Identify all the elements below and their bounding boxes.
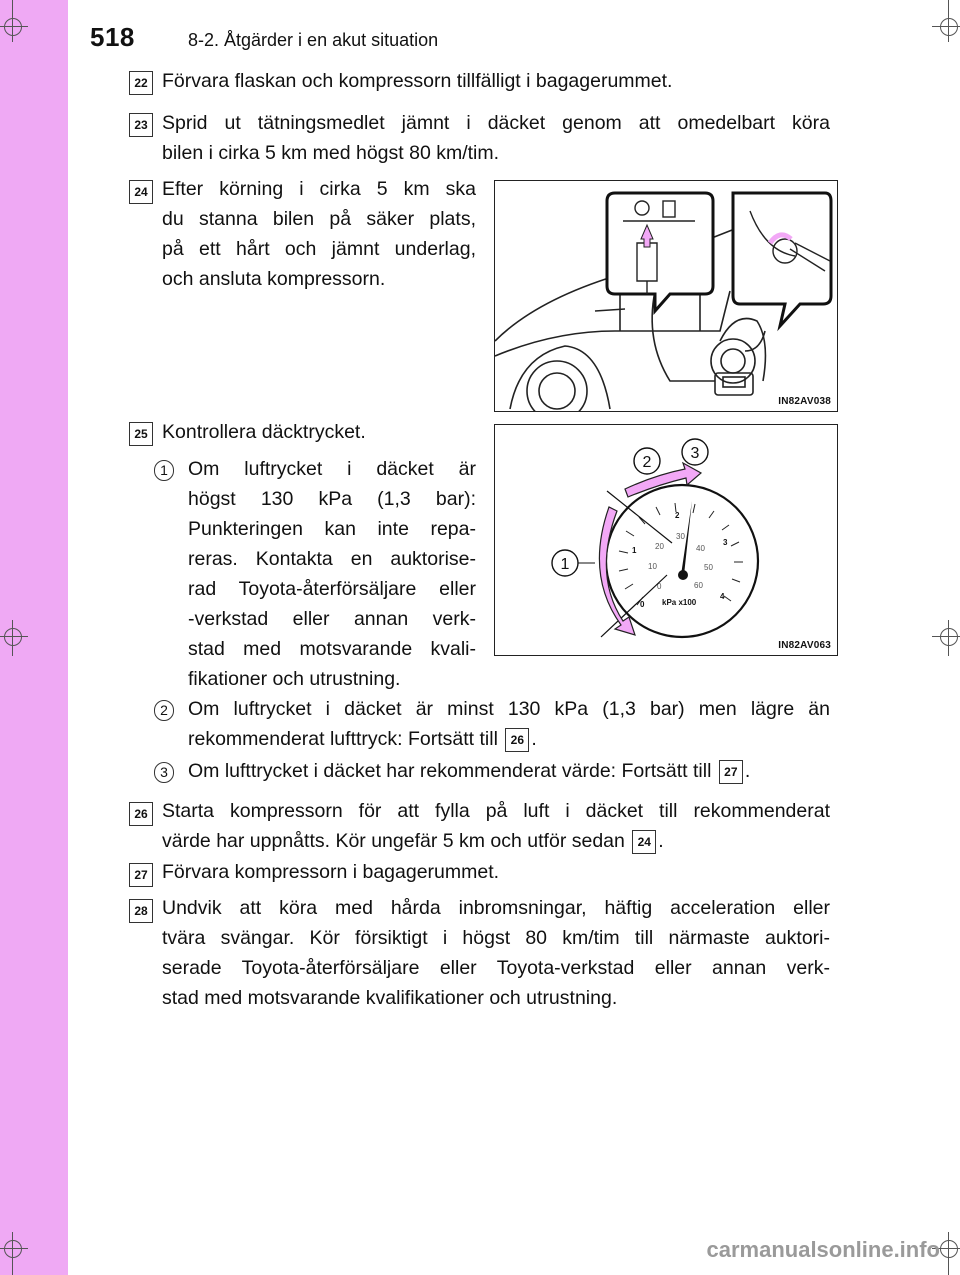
sub2-line-2-end: . xyxy=(531,728,537,750)
sub3-line-1 xyxy=(188,756,848,786)
sub1-line-3: Punkteringen kan inte repa- xyxy=(188,518,476,540)
step-ref-26: 26 xyxy=(505,728,529,752)
step-number-25: 25 xyxy=(129,422,153,446)
pressure-gauge-drawing xyxy=(495,425,837,655)
step-24-line-2: du stanna bilen på säker plats, xyxy=(162,208,476,230)
step-22-line: Förvara flaskan och kompressorn tillfälligt i bagagerummet. xyxy=(162,70,673,92)
sub-item-mark-1: 1 xyxy=(154,460,174,481)
callout-label-2: 2 xyxy=(642,454,652,471)
step-28-line-3: serade Toyota-återförsäljare eller Toyota-verkstad eller annan verk- xyxy=(162,957,830,979)
section-title: 8-2. Åtgärder i en akut situation xyxy=(188,30,439,50)
gauge-unit-label: kPa x100 xyxy=(662,598,697,607)
step-27-text xyxy=(162,857,830,887)
gauge-outer-tick-0: 0 xyxy=(640,600,645,609)
gauge-outer-tick-1: 1 xyxy=(632,546,637,555)
sub1-line-1: Om luftrycket i däcket är xyxy=(188,458,476,480)
step-24-text xyxy=(162,174,476,294)
step-26-line-2 xyxy=(162,826,830,856)
step-26-text xyxy=(162,796,830,856)
page-number: 518 xyxy=(90,22,135,52)
sub1-line-6: -verkstad eller annan verk- xyxy=(188,608,476,630)
step-number-28: 28 xyxy=(129,899,153,923)
gauge-outer-tick-4: 4 xyxy=(720,592,725,601)
sub-item-2-text xyxy=(188,694,830,754)
car-compressor-illustration xyxy=(494,180,838,412)
step-28-line-1: Undvik att köra med hårda inbromsningar, häftig acceleration eller xyxy=(162,897,830,919)
step-23-line-2: bilen i cirka 5 km med högst 80 km/tim. xyxy=(162,142,500,164)
step-25-text xyxy=(162,417,476,447)
gauge-inner-tick-10: 10 xyxy=(648,562,657,571)
step-24-line-1: Efter körning i cirka 5 km ska xyxy=(162,178,476,200)
car-compressor-drawing xyxy=(495,181,837,411)
step-25-line: Kontrollera däcktrycket. xyxy=(162,421,366,443)
sub-item-mark-2: 2 xyxy=(154,700,174,721)
step-22-text xyxy=(162,66,830,96)
step-28-text xyxy=(162,893,830,1013)
gauge-inner-tick-20: 20 xyxy=(655,542,664,551)
callout-label-1: 1 xyxy=(560,556,570,573)
step-24-line-3: på ett hårt och jämnt underlag, xyxy=(162,238,476,260)
sub2-line-2-text: rekommenderat lufttryck: Fortsätt till xyxy=(188,728,498,750)
gauge-inner-tick-40: 40 xyxy=(696,544,705,553)
step-23-text xyxy=(162,108,830,168)
step-26-line-2-end: . xyxy=(658,830,664,852)
sub-item-1-text xyxy=(188,454,476,694)
step-24-line-4: och ansluta kompressorn. xyxy=(162,268,386,290)
sub1-line-2: högst 130 kPa (1,3 bar): xyxy=(188,488,476,510)
sub1-line-7: stad med motsvarande kvali- xyxy=(188,638,476,660)
gauge-inner-tick-60: 60 xyxy=(694,581,703,590)
sub2-line-1: Om luftrycket i däcket är minst 130 kPa (1,3 bar) men lägre än xyxy=(188,698,830,720)
sub1-line-5: rad Toyota-återförsäljare eller xyxy=(188,578,476,600)
pressure-gauge-illustration xyxy=(494,424,838,656)
step-number-23: 23 xyxy=(129,113,153,137)
step-28-line-2: tvära svängar. Kör försiktigt i högst 80 km/tim till närmaste auktori- xyxy=(162,927,830,949)
step-number-24: 24 xyxy=(129,180,153,204)
sub1-line-4: reras. Kontakta en auktorise- xyxy=(188,548,476,570)
gauge-inner-tick-30: 30 xyxy=(676,532,685,541)
step-ref-27: 27 xyxy=(719,760,743,784)
step-26-line-2-text: värde har uppnåtts. Kör ungefär 5 km och utför sedan xyxy=(162,830,625,852)
watermark-text: carmanualsonline.info xyxy=(706,1237,940,1262)
sub1-line-8: fikationer och utrustning. xyxy=(188,668,401,690)
sub2-line-2 xyxy=(188,724,830,754)
sub-item-mark-3: 3 xyxy=(154,762,174,783)
step-26-line-1: Starta kompressorn för att fylla på luft i däcket till rekommenderat xyxy=(162,800,830,822)
callout-label-3: 3 xyxy=(690,445,700,462)
step-23-line-1: Sprid ut tätningsmedlet jämnt i däcket genom att omedelbart köra xyxy=(162,112,830,134)
sub3-line-text: Om lufttrycket i däcket har rekommenderat värde: Fortsätt till xyxy=(188,760,712,782)
sub-item-3-text xyxy=(188,756,848,786)
step-28-line-4: stad med motsvarande kvalifikationer och utrustning. xyxy=(162,987,618,1009)
step-number-22: 22 xyxy=(129,71,153,95)
page-header xyxy=(68,0,960,70)
step-27-line: Förvara kompressorn i bagagerummet. xyxy=(162,861,500,883)
step-number-26: 26 xyxy=(129,802,153,826)
sub3-line-end: . xyxy=(744,760,751,782)
step-number-27: 27 xyxy=(129,863,153,887)
gauge-outer-tick-3: 3 xyxy=(723,538,728,547)
step-ref-24: 24 xyxy=(632,830,656,854)
figure-code-car: IN82AV038 xyxy=(778,396,831,407)
gauge-inner-tick-50: 50 xyxy=(704,563,713,572)
gauge-inner-tick-0: 0 xyxy=(657,582,662,591)
gauge-outer-tick-2: 2 xyxy=(675,511,680,520)
figure-code-gauge: IN82AV063 xyxy=(778,640,831,651)
